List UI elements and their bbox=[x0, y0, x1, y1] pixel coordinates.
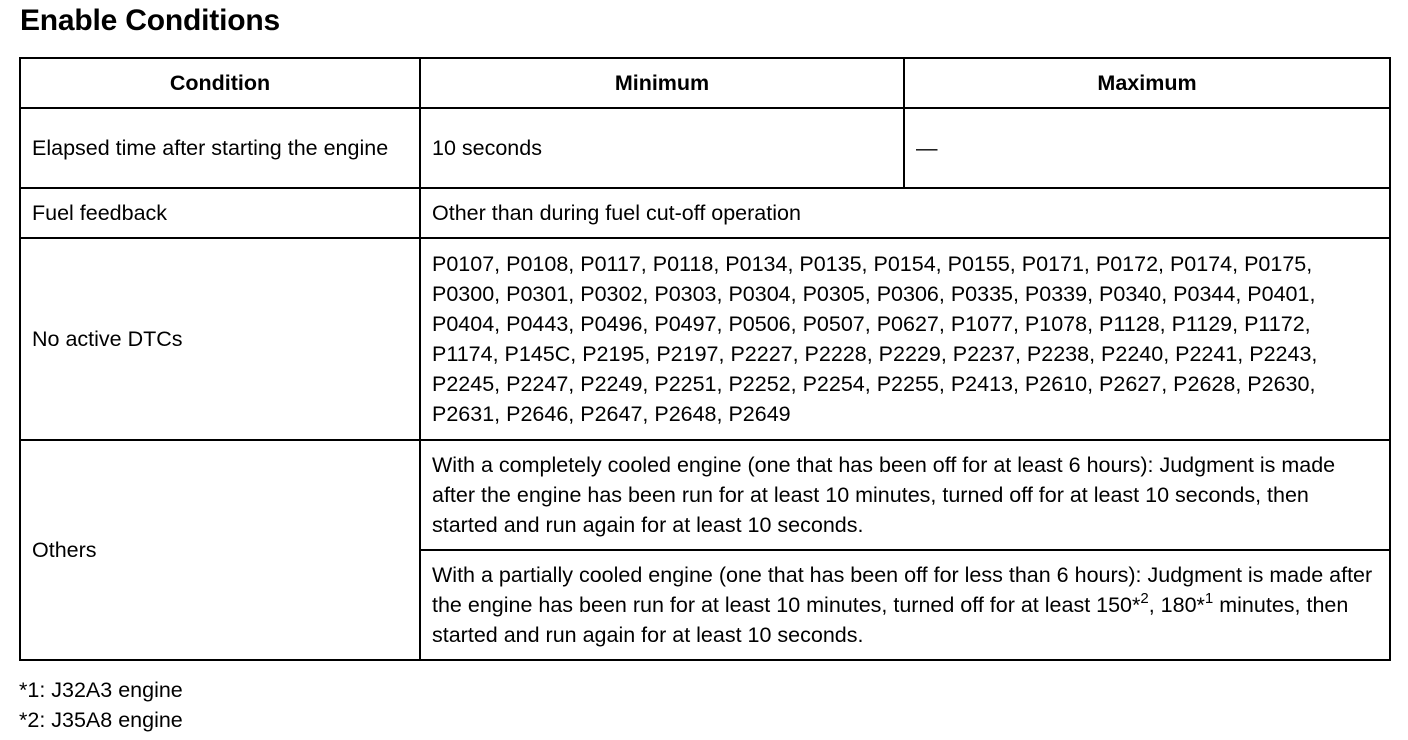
cell-condition: Others bbox=[20, 440, 420, 660]
footnote-2: *2: J35A8 engine bbox=[19, 708, 183, 732]
cell-condition: No active DTCs bbox=[20, 238, 420, 440]
cell-maximum: — bbox=[904, 108, 1390, 188]
cell-completely-cooled: With a completely cooled engine (one that has been off for at least 6 hours): Judgment is made after the engine has been run for at least 10 minutes, turned off for at least 10 seconds, then started and run again for at least 10 seconds. bbox=[420, 440, 1390, 550]
partial-text-a: With a partially cooled engine (one that has been off for less than 6 hours): Judgment is made after the engine has been run for at least 10 minutes, turned off for at least 150* bbox=[432, 563, 1373, 617]
table-row bbox=[20, 108, 1390, 188]
cell-value: Other than during fuel cut-off operation bbox=[420, 188, 1390, 238]
header-minimum: Minimum bbox=[420, 58, 904, 108]
footnote-1: *1: J32A3 engine bbox=[19, 678, 183, 702]
page-title: Enable Conditions bbox=[20, 4, 280, 37]
cell-condition: Elapsed time after starting the engine bbox=[20, 108, 420, 188]
table-header-row bbox=[20, 58, 1390, 108]
cell-condition: Fuel feedback bbox=[20, 188, 420, 238]
enable-conditions-table bbox=[19, 57, 1391, 661]
table-row bbox=[20, 440, 1390, 550]
table-row bbox=[20, 238, 1390, 440]
partial-text-b: , 180* bbox=[1148, 593, 1205, 617]
cell-minimum: 10 seconds bbox=[420, 108, 904, 188]
table-row bbox=[20, 188, 1390, 238]
cell-partially-cooled bbox=[420, 550, 1390, 660]
cell-dtc-list: P0107, P0108, P0117, P0118, P0134, P0135, P0154, P0155, P0171, P0172, P0174, P0175, P0300, P0301, P0302, P0303, P0304, P0305, P0306, P0335, P0339, P0340, P0344, P0401, P0404, P0443, P0496, P0497, P0506, P0507, P0627, P1077, P1078, P1128, P1129, P1172, P1174, P145C, P2195, P2197, P2227, P2228, P2229, P2237, P2238, P2240, P2241, P2243, P2245, P2247, P2249, P2251, P2252, P2254, P2255, P2413, P2610, P2627, P2628, P2630, P2631, P2646, P2647, P2648, P2649 bbox=[420, 238, 1390, 440]
header-maximum: Maximum bbox=[904, 58, 1390, 108]
footnotes bbox=[19, 675, 183, 735]
header-condition: Condition bbox=[20, 58, 420, 108]
footnote-ref-2: 2 bbox=[1140, 589, 1149, 607]
footnote-ref-1: 1 bbox=[1204, 589, 1214, 607]
partial-text-c: minutes, then started and run again for at least 10 seconds. bbox=[432, 593, 1349, 647]
